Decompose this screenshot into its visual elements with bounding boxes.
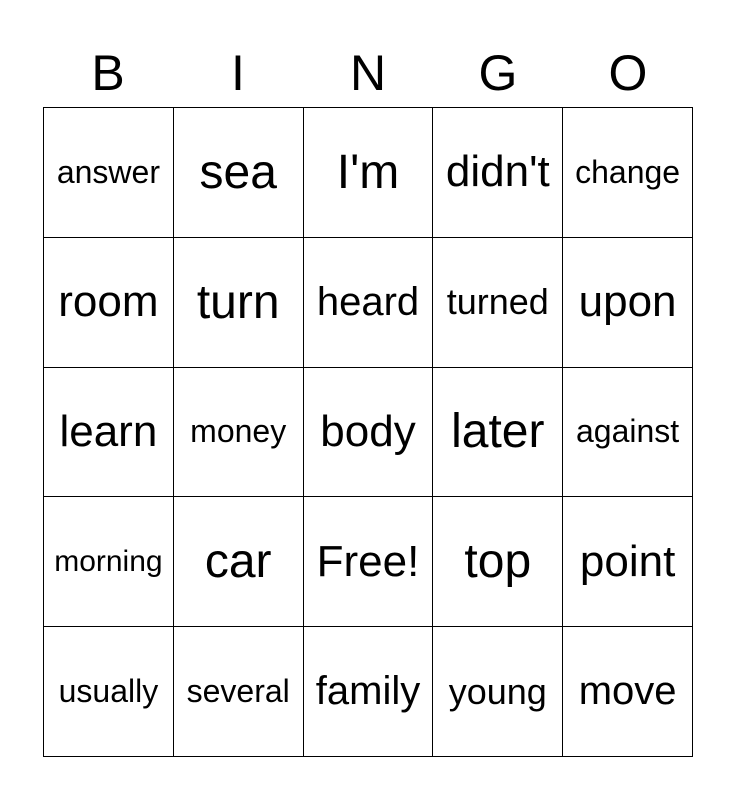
header-letter-n: N <box>349 45 387 101</box>
header-letter-i: I <box>231 45 245 101</box>
bingo-cell-r1-c0[interactable]: room <box>44 238 174 368</box>
bingo-cell-r2-c4[interactable]: against <box>563 368 693 498</box>
bingo-cell-r0-c2[interactable]: I'm <box>304 108 434 238</box>
bingo-cell-r0-c1[interactable]: sea <box>174 108 304 238</box>
bingo-cell-r1-c4[interactable]: upon <box>563 238 693 368</box>
bingo-cell-r3-c3[interactable]: top <box>433 497 563 627</box>
header-letter-o: O <box>608 45 648 101</box>
bingo-cell-r2-c1[interactable]: money <box>174 368 304 498</box>
bingo-header <box>43 40 693 106</box>
bingo-cell-r4-c2[interactable]: family <box>304 627 434 757</box>
bingo-cell-r2-c3[interactable]: later <box>433 368 563 498</box>
bingo-cell-r0-c3[interactable]: didn't <box>433 108 563 238</box>
bingo-cell-r2-c0[interactable]: learn <box>44 368 174 498</box>
bingo-cell-r3-c0[interactable]: morning <box>44 497 174 627</box>
bingo-cell-r4-c0[interactable]: usually <box>44 627 174 757</box>
bingo-cell-r2-c2[interactable]: body <box>304 368 434 498</box>
bingo-cell-r1-c1[interactable]: turn <box>174 238 304 368</box>
bingo-cell-r3-c4[interactable]: point <box>563 497 693 627</box>
header-letter-g: G <box>478 45 518 101</box>
bingo-cell-r0-c4[interactable]: change <box>563 108 693 238</box>
bingo-cell-r1-c3[interactable]: turned <box>433 238 563 368</box>
bingo-cell-r4-c3[interactable]: young <box>433 627 563 757</box>
bingo-cell-r4-c4[interactable]: move <box>563 627 693 757</box>
bingo-cell-r3-c1[interactable]: car <box>174 497 304 627</box>
bingo-cell-free-space[interactable]: Free! <box>304 497 434 627</box>
header-letter-b: B <box>91 45 125 101</box>
bingo-cell-r4-c1[interactable]: several <box>174 627 304 757</box>
bingo-cell-r1-c2[interactable]: heard <box>304 238 434 368</box>
bingo-card <box>43 107 693 757</box>
bingo-cell-r0-c0[interactable]: answer <box>44 108 174 238</box>
